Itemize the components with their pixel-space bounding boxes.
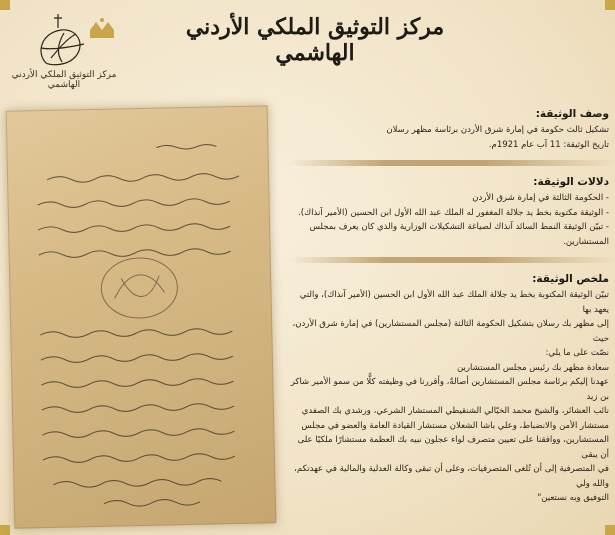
section-text (288, 288, 609, 506)
section-text (288, 123, 609, 152)
section-text (288, 191, 609, 249)
section-heading: ملخص الوثيقة: (532, 273, 609, 285)
corner-ornament (605, 0, 615, 10)
text-line: - الحكومة الثالثة في إمارة شرق الأردن (472, 193, 609, 203)
summary-section (288, 273, 615, 506)
text-line: مستشار الأمن والانضباط، وعلي باشا الشعلان مستشار القيادة العامة والعضو في مجلس (301, 420, 609, 431)
corner-ornament (0, 525, 10, 535)
text-line: تشكيل ثالث حكومة في إمارة شرق الأردن برئاسة مظهر رسلان (386, 125, 609, 135)
text-line: نائب العشائر، والشيخ محمد الخيّالي الشنقيطي المستشار الشرعي، ورشدي بك الصفدي (301, 406, 609, 416)
text-line: إلى مظهر بك رسلان بتشكيل الحكومة الثالثة (مجلس المستشارين) في إمارة شرق الأردن، حيث (292, 319, 609, 344)
crown-calligraphy-icon (6, 8, 126, 78)
gold-divider (288, 257, 615, 263)
text-line: - الوثيقة مكتوبة بخط يد جلالة المغفور له الملك عبد الله الأول ابن الحسين (الأمير آنذاك). (298, 207, 609, 218)
page-title: مركز التوثيق الملكي الأردني الهاشمي (185, 14, 445, 66)
gold-divider (288, 160, 615, 166)
logo-caption: مركز التوثيق الملكي الأردني الهاشمي (11, 70, 117, 90)
text-line: التوفيق وبه نستعين" (537, 493, 609, 503)
text-line: سعادة مظهر بك رئيس مجلس المستشارين (457, 362, 609, 373)
section-heading: وصف الوثيقة: (535, 108, 609, 120)
section-heading: دلالات الوثيقة: (533, 176, 609, 188)
text-line: تاريخ الوثيقة: 11 آب عام 1921م. (488, 139, 609, 150)
text-line: عهدنا إليكم برئاسة مجلس المستشارين أصالةً، وأقررنا في وظيفته كلًّا من سمو الأمير شاكر بن زيد (290, 377, 609, 402)
text-line: - تبيّن الوثيقة النمط السائد آنذاك لصياغة التشكيلات الوزارية والذي كان يعرف بمجلس (309, 222, 609, 232)
text-line: المستشارين. (563, 236, 609, 247)
significance-section (288, 176, 615, 249)
text-line: تبيّن الوثيقة المكتوبة بخط يد جلالة الملك عبد الله الأول ابن الحسين (الأمير آنذاك)، والتي يعهد بها (299, 290, 609, 315)
text-line: المستشارين، ووافقنا على تعيين متصرف لواء عجلون نبيه بك العظمة مستشارًا ملكيًا على أن يبقى (297, 435, 609, 460)
description-section (288, 108, 615, 152)
corner-ornament (605, 525, 615, 535)
text-line: في المتصرفية إلى أن تُلغى المتصرفيات، وعلى أن تبقى وكالة العدلية والمالية في عهدتكم، والله ولي (294, 464, 609, 489)
document-info (288, 108, 615, 506)
text-line: نصّت على ما يلي: (545, 348, 609, 358)
document-image (6, 105, 277, 528)
